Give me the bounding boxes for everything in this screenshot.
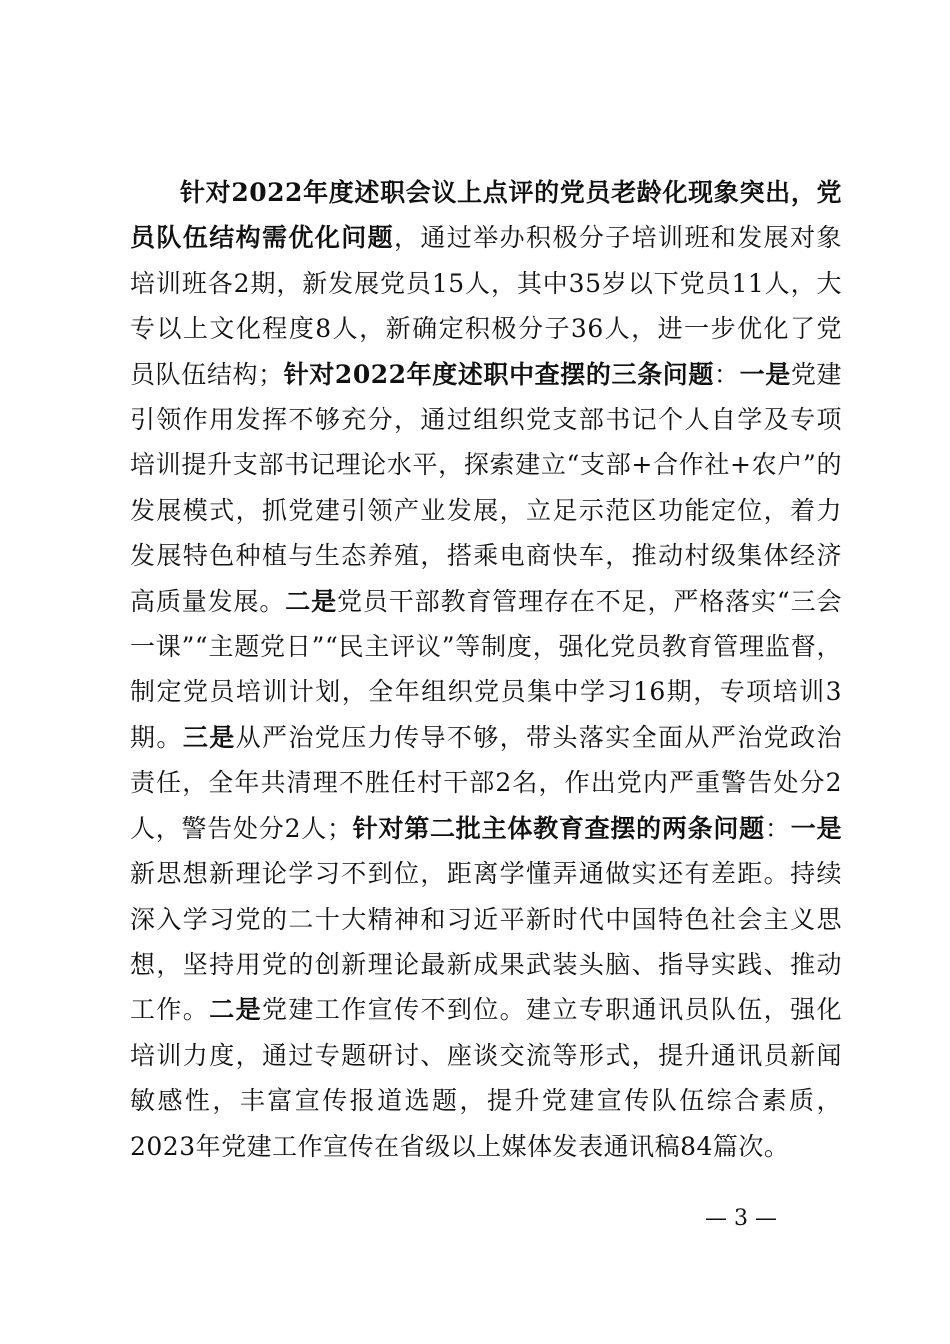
- page-number: — 3 —: [705, 1206, 777, 1231]
- text-issue-one: 新思想新理论学习不到位，距离学懂弄通做实还有差距。持续深入学习党的二十大精神和习近平新时代中国特色社会主义思想，坚持用党的创新理论最新成果武装头脑、指导实践、推动工作。: [130, 859, 842, 1025]
- text-item-one: 党建引领作用发挥不够充分，通过组织党支部书记个人自学及专项培训提升支部书记理论水平，探索建立“支部+合作社+农户”的发展模式，抓党建引领产业发展，立足示范区功能定位，着力发展特色种植与生态养殖，搭乘电商快车，推动村级集体经济高质量发展。: [130, 359, 842, 616]
- label-item-two: 二是: [285, 586, 338, 616]
- text-issue-aging: ，通过举办积极分子培训班和发展对象培训班各2期，新发展党员15人，其中35岁以下党员11人，大专以上文化程度8人，新确定积极分子36人，进一步优化了党员队伍结构；: [130, 223, 842, 389]
- colon: ：: [713, 359, 740, 389]
- text-item-three: 从严治党压力传导不够，带头落实全面从严治党政治责任，全年共清理不胜任村干部2名，作出党内严重警告处分2人，警告处分2人；: [130, 722, 842, 843]
- label-item-three: 三是: [182, 722, 236, 752]
- heading-issue-aging: 针对2022年度述职会议上点评的党员老龄化现象突出，党员队伍结构需优化问题: [130, 178, 842, 253]
- text-issue-two: 党建工作宣传不到位。建立专职通讯员队伍，强化培训力度，通过专题研讨、座谈交流等形式，提升通讯员新闻敏感性，丰富宣传报道选题，提升党建宣传队伍综合素质，2023年党建工作宣传在省级以上媒体发表通讯稿84篇次。: [130, 995, 842, 1161]
- body-paragraph: [130, 170, 842, 1169]
- label-issue-one: 一是: [790, 813, 842, 843]
- colon: ：: [764, 813, 791, 843]
- heading-three-issues: 针对2022年度述职中查摆的三条问题: [283, 359, 714, 389]
- heading-two-issues: 针对第二批主体教育查摆的两条问题: [352, 813, 765, 843]
- label-issue-two: 二是: [209, 995, 263, 1025]
- label-item-one: 一是: [739, 359, 791, 389]
- text-item-two: 党员干部教育管理存在不足，严格落实“三会一课”“主题党日”“民主评议”等制度，强化党员教育管理监督，制定党员培训计划，全年组织党员集中学习16期，专项培训3期。: [130, 586, 842, 752]
